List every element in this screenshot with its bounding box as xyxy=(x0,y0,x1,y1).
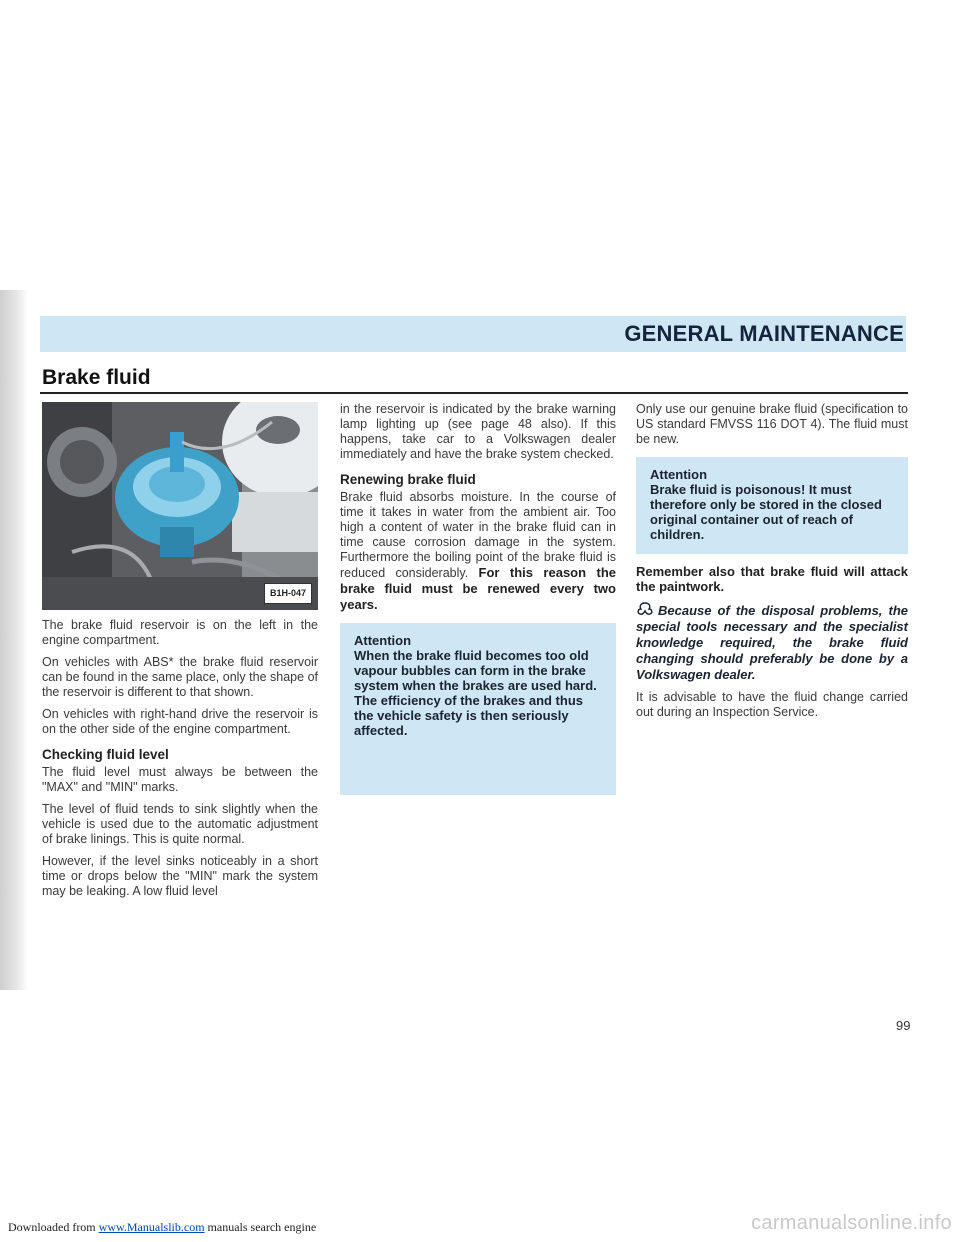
paragraph: The fluid level must always be between the "MAX" and "MIN" marks. xyxy=(42,765,318,794)
environment-note xyxy=(636,601,908,683)
paragraph: in the reservoir is indicated by the brake warning lamp lighting up (see page 48 also). If this happens, take car to a Volkswagen dealer immediately and have the brake system checked. xyxy=(340,402,616,461)
attention-text: When the brake fluid becomes too old vapour bubbles can form in the brake system when the brakes are used hard. The efficiency of the brakes and thus the vehicle safety is then seriously affected. xyxy=(354,648,597,738)
manualslib-link[interactable]: www.Manualslib.com xyxy=(98,1220,205,1234)
footer-prefix: Downloaded from xyxy=(8,1220,99,1234)
download-footer xyxy=(8,1220,316,1235)
subheading-checking: Checking fluid level xyxy=(42,747,169,762)
attention-heading: Attention xyxy=(354,633,412,648)
section-title: GENERAL MAINTENANCE xyxy=(624,321,904,346)
engine-photo xyxy=(42,402,318,610)
attention-box-vapour xyxy=(340,623,616,795)
environment-text: Because of the disposal problems, the special tools necessary and the specialist knowledge required, the brake fluid changing should preferably be done by a Volkswagen dealer. xyxy=(636,603,908,682)
paragraph: It is advisable to have the fluid change carried out during an Inspection Service. xyxy=(636,690,908,719)
emphasis-text: For this reason the brake fluid must be renewed every two years. xyxy=(340,565,616,612)
watermark: carmanualsonline.info xyxy=(751,1212,952,1234)
column-2 xyxy=(340,402,616,805)
page-spine-shadow xyxy=(0,290,28,990)
paragraph: The brake fluid reservoir is on the left in the engine compartment. xyxy=(42,618,318,647)
title-rule xyxy=(40,392,908,394)
footer-suffix: manuals search engine xyxy=(204,1220,317,1234)
paragraph xyxy=(340,490,616,613)
attention-box-poison xyxy=(636,457,908,554)
column-1 xyxy=(42,402,318,906)
attention-text: Brake fluid is poisonous! It must therefore only be stored in the closed original container out of reach of children. xyxy=(650,482,882,542)
paragraph: However, if the level sinks noticeably in a short time or drops below the "MIN" mark the system may be leaking. A low fluid level xyxy=(42,854,318,898)
paragraph-text: Brake fluid absorbs moisture. In the course of time it takes in water from the ambient air. Too high a content of water in the brake fluid can in time cause corrosion damage in the system. Furthermore the boiling point of the brake fluid is reduced considerably. xyxy=(340,490,616,580)
column-3 xyxy=(636,402,908,727)
paragraph: On vehicles with ABS* the brake fluid reservoir can be found in the same place, only the shape of the reservoir is different to that shown. xyxy=(42,655,318,699)
environment-icon xyxy=(636,601,654,617)
paragraph: On vehicles with right-hand drive the reservoir is on the other side of the engine compartment. xyxy=(42,707,318,736)
brake-reservoir-illustration xyxy=(42,402,318,610)
figure-label: B1H-047 xyxy=(264,583,312,604)
page-title: Brake fluid xyxy=(42,366,151,389)
paragraph: Only use our genuine brake fluid (specification to US standard FMVSS 116 DOT 4). The fluid must be new. xyxy=(636,402,908,446)
remember-note: Remember also that brake fluid will attack the paintwork. xyxy=(636,564,908,594)
paragraph: The level of fluid tends to sink slightly when the vehicle is used due to the automatic adjustment of brake linings. This is quite normal. xyxy=(42,802,318,846)
page-number: 99 xyxy=(896,1018,911,1033)
subheading-renewing: Renewing brake fluid xyxy=(340,472,476,487)
attention-heading: Attention xyxy=(650,467,708,482)
